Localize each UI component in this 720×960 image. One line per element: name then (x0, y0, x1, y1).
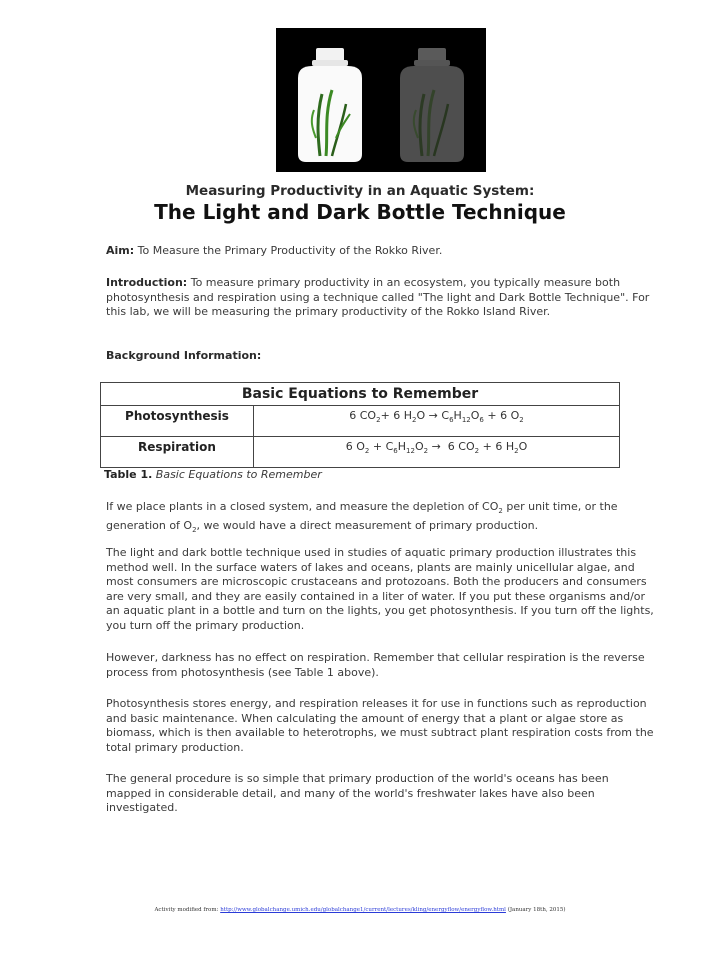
table-row (101, 406, 620, 437)
introduction-text: To measure primary productivity in an ecosystem, you typically measure both photosynthesis and respiration using a technique called "The light and Dark Bottle Technique". For this lab, we will be measuring the primary productivity of the Rokko Island River. (106, 276, 650, 318)
o2-subscript: 2 (192, 525, 197, 534)
introduction-label: Introduction: (106, 276, 188, 289)
table-caption (104, 468, 322, 481)
equations-table (100, 382, 620, 468)
paragraph-2: The light and dark bottle technique used in studies of aquatic primary production illustrates this method well. In the surface waters of lakes and oceans, plants are mainly unicellular algae, and most consumers are microscopic crustaceans and protozoans. Both the producers and consumers are very small, and they are easily contained in a liter of water. If you put these organisms and/or an aquatic plant in a bottle and turn on the lights, you get photosynthesis. If you turn off the lights, you turn off the primary production. (106, 546, 654, 632)
paragraph-3: However, darkness has no effect on respiration. Remember that cellular respiration is the reverse process from photosynthesis (see Table 1 above). (106, 651, 645, 679)
aim-text: To Measure the Primary Productivity of the Rokko River. (137, 244, 443, 257)
table-caption-text: Basic Equations to Remember (155, 468, 322, 481)
bottles-illustration (276, 28, 486, 172)
co2-subscript: 2 (498, 507, 503, 516)
photosynthesis-label: Photosynthesis (101, 406, 254, 437)
paragraph-5: The general procedure is so simple that primary production of the world's oceans has been mapped in considerable detail, and many of the world's freshwater lakes have also been investigated. (106, 772, 609, 814)
photosynthesis-equation: 6 $CO_2+ 6$ $H_2O \to C_6H_{12}O_6 + 6$ $O_2$ (254, 406, 620, 437)
aim-label: Aim: (106, 244, 135, 257)
footer-prefix: Activity modified from: (154, 907, 219, 913)
respiration-label: Respiration (101, 437, 254, 468)
document-title: The Light and Dark Bottle Technique (154, 200, 566, 224)
background-heading (106, 349, 654, 364)
equations-table-header: Basic Equations to Remember (101, 383, 620, 406)
paragraph-1 (106, 500, 654, 537)
paragraph-1-part-a: If we place plants in a closed system, and measure the depletion of CO (106, 500, 499, 513)
table-row (101, 437, 620, 468)
paragraph-1-part-b: per unit time, or the generation of O (106, 500, 618, 532)
paragraph-4: Photosynthesis stores energy, and respiration releases it for use in functions such as reproduction and basic maintenance. When calculating the amount of energy that a plant or algae store as biomass, which is then available to heterotrophs, we must subtract plant respiration costs from the total primary production. (106, 697, 654, 754)
background-label: Background Information: (106, 349, 262, 362)
respiration-equation: 6 $O_2 + C_6H_{12}O_2 \to 6$ $CO_2 + 6$ $H_2O$ (254, 437, 620, 468)
document-subtitle: Measuring Productivity in an Aquatic System: (185, 183, 535, 199)
footer-date: (January 18th, 2015) (507, 907, 566, 913)
table-caption-label: Table 1. (104, 468, 153, 481)
footer-citation (0, 907, 720, 913)
aim-section (106, 244, 654, 259)
footer-link[interactable]: http://www.globalchange.umich.edu/globalchange1/current/lectures/kling/energyflow/energyflow.html (220, 907, 506, 913)
paragraph-1-part-c: , we would have a direct measurement of primary production. (196, 518, 539, 532)
introduction-section (106, 276, 654, 320)
light-dark-bottle-image (276, 28, 486, 172)
